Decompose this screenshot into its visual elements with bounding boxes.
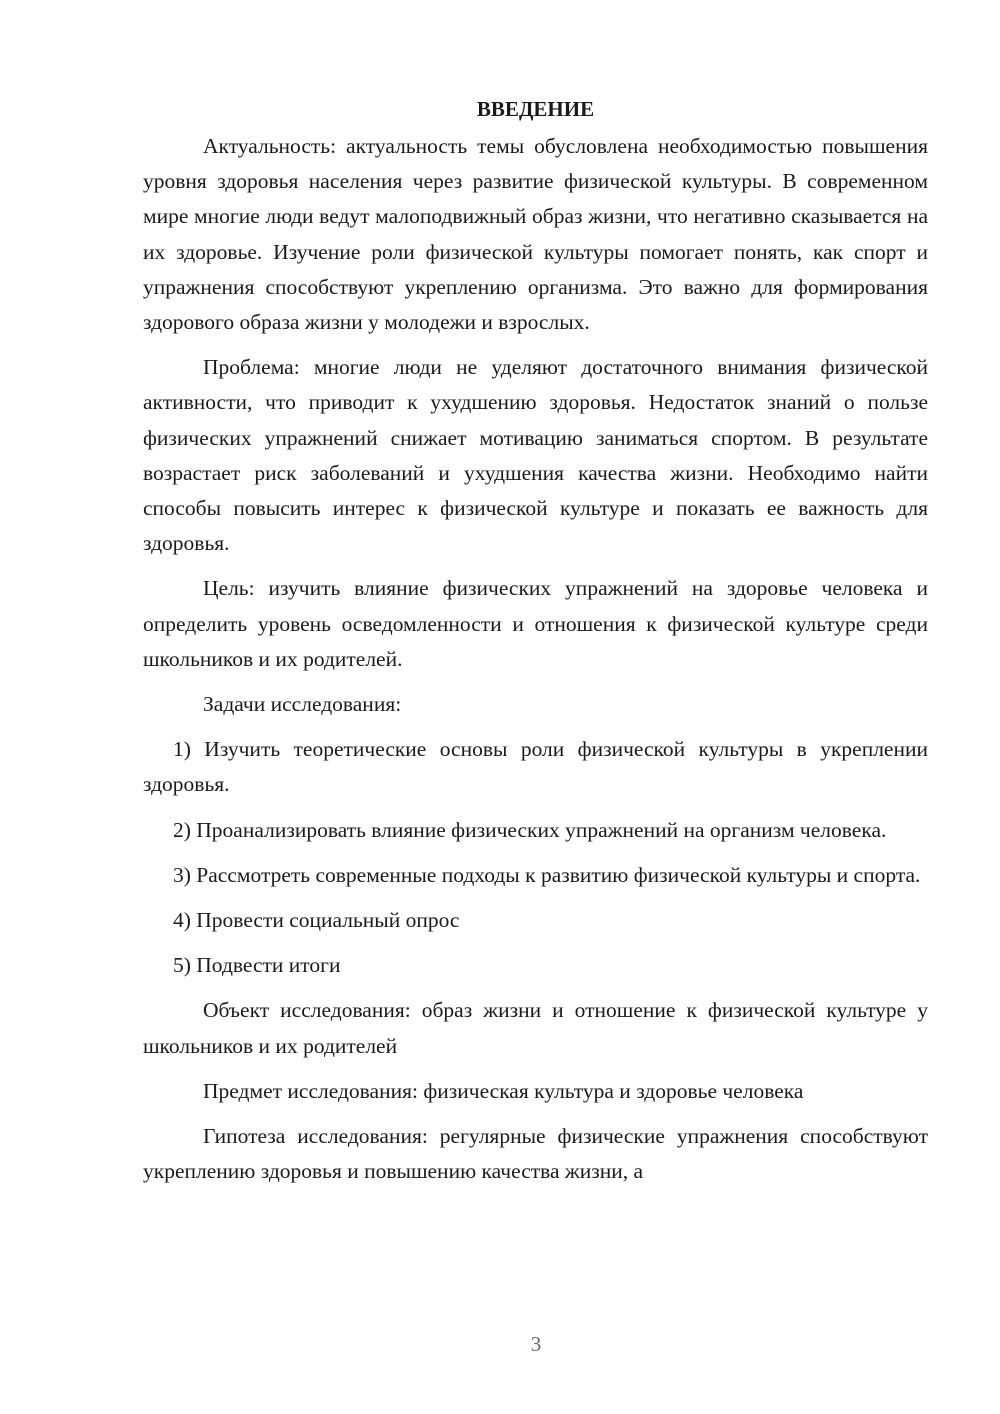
subject-paragraph: Предмет исследования: физическая культура и здоровье человека: [203, 1078, 804, 1103]
task-item: 3) Рассмотреть современные подходы к развитию физической культуры и спорта.: [173, 862, 921, 887]
relevance-paragraph: Актуальность: актуальность темы обусловлена необходимостью повышения уровня здоровья населения через развитие физической культуры. В современном мире многие люди ведут малоподвижный образ жизни, что негативно сказывается на их здоровье. Изучение роли физической культуры помогает понять, как спорт и упражнения способствуют укреплению организма. Это важно для формирования здорового образа жизни у молодежи и взрослых.: [143, 134, 928, 335]
page-title: ВВЕДЕНИЕ: [476, 97, 595, 121]
object-paragraph: Объект исследования: образ жизни и отношение к физической культуре у школьников и их родителей: [143, 998, 928, 1058]
task-item: 1) Изучить теоретические основы роли физической культуры в укреплении здоровья.: [143, 737, 928, 797]
page-number: 3: [530, 1332, 542, 1356]
problem-paragraph: Проблема: многие люди не уделяют достаточного внимания физической активности, что приводит к ухудшению здоровья. Недостаток знаний о пользе физических упражнений снижает мотивацию заниматься спортом. В результате возрастает риск заболеваний и ухудшения качества жизни. Необходимо найти способы повысить интерес к физической культуре и показать ее важность для здоровья.: [143, 355, 928, 556]
tasks-heading: Задачи исследования:: [203, 692, 402, 717]
task-item: 4) Провести социальный опрос: [173, 908, 460, 933]
task-item: 2) Проанализировать влияние физических упражнений на организм человека.: [173, 817, 887, 842]
document-page: [143, 92, 928, 1199]
hypothesis-paragraph: Гипотеза исследования: регулярные физические упражнения способствуют укреплению здоровья и повышению качества жизни, а: [143, 1124, 928, 1184]
goal-paragraph: Цель: изучить влияние физических упражнений на здоровье человека и определить уровень осведомленности и отношения к физической культуре среди школьников и их родителей.: [143, 576, 928, 671]
task-item: 5) Подвести итоги: [173, 953, 341, 978]
